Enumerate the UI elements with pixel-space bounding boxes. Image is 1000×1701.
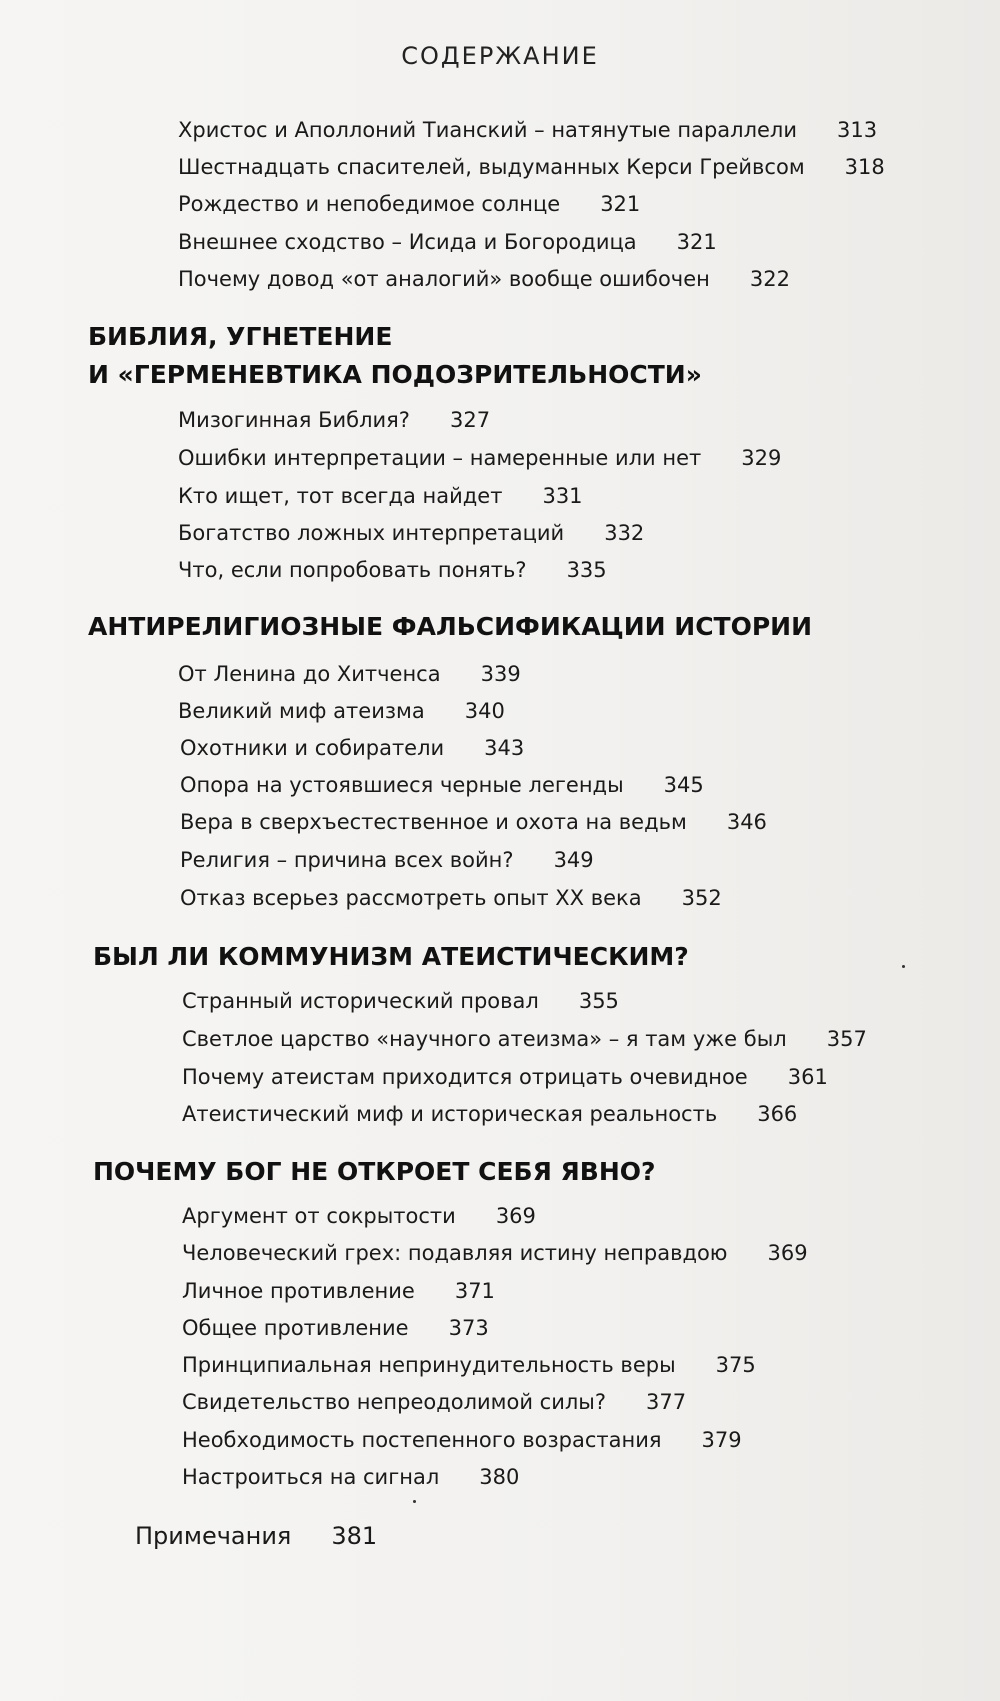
section-heading: АНТИРЕЛИГИОЗНЫЕ ФАЛЬСИФИКАЦИИ ИСТОРИИ [88,612,813,641]
print-speck [413,1500,416,1503]
toc-entry-page: 352 [681,886,722,910]
toc-entry-title: Свидетельство непреодолимой силы? [182,1390,607,1414]
toc-entry [178,664,521,685]
toc-entry [182,1029,867,1050]
toc-entry-page: 373 [448,1316,489,1340]
toc-entry [182,1243,808,1264]
print-speck [902,965,905,968]
toc-entry-title: От Ленина до Хитченса [178,662,441,686]
toc-entry-title: Необходимость постепенного возрастания [182,1428,662,1452]
toc-entry-title: Почему довод «от аналогий» вообще ошибочен [178,267,710,291]
toc-entry-title: Мизогинная Библия? [178,408,410,432]
section-heading-line: И «ГЕРМЕНЕВТИКА ПОДОЗРИТЕЛЬНОСТИ» [88,360,702,389]
toc-entry [180,888,722,909]
toc-entry-page: 366 [757,1102,798,1126]
toc-entry-title: Великий миф атеизма [178,699,425,723]
notes-page: 381 [331,1522,378,1550]
notes-entry [135,1522,377,1550]
toc-entry-page: 321 [600,192,641,216]
toc-entry-page: 318 [844,155,885,179]
toc-entry-page: 349 [553,848,594,872]
toc-entry-title: Христос и Аполлоний Тианский – натянутые параллели [178,118,797,142]
toc-entry-page: 357 [826,1027,867,1051]
toc-entry [182,1281,495,1302]
toc-entry-page: 369 [495,1204,536,1228]
section-heading-line: БИБЛИЯ, УГНЕТЕНИЕ [88,322,393,351]
toc-entry-page: 375 [715,1353,756,1377]
toc-entry [178,157,885,178]
toc-entry-page: 313 [837,118,878,142]
running-head: СОДЕРЖАНИЕ [401,42,599,70]
toc-entry-title: Общее противление [182,1316,409,1340]
toc-entry [182,1467,519,1488]
toc-entry-title: Человеческий грех: подавляя истину неправдою [182,1241,728,1265]
toc-entry-page: 346 [726,810,767,834]
toc-entry-title: Рождество и непобедимое солнце [178,192,561,216]
toc-entry [182,1206,536,1227]
toc-entry-page: 321 [676,230,717,254]
toc-entry-page: 335 [566,558,607,582]
toc-entry-title: Почему атеистам приходится отрицать очевидное [182,1065,748,1089]
toc-entry [178,269,790,290]
toc-entry-title: Атеистический миф и историческая реальность [182,1102,718,1126]
toc-entry-page: 369 [767,1241,808,1265]
section-heading [88,318,702,394]
toc-entry [180,738,524,759]
toc-entry-title: Светлое царство «научного атеизма» – я там уже был [182,1027,787,1051]
toc-entry-page: 331 [542,484,583,508]
toc-entry-page: 343 [484,736,525,760]
toc-entry-title: Настроиться на сигнал [182,1465,440,1489]
toc-entry-title: Опора на устоявшиеся черные легенды [180,773,624,797]
toc-entry-title: Богатство ложных интерпретаций [178,521,565,545]
toc-entry [182,1067,828,1088]
toc-entry-page: 371 [454,1279,495,1303]
toc-entry-title: Шестнадцать спасителей, выдуманных Керси Грейвсом [178,155,805,179]
toc-entry [178,194,640,215]
toc-entry-page: 355 [578,989,619,1013]
toc-entry [180,812,767,833]
toc-entry [182,991,619,1012]
toc-entry-title: Религия – причина всех войн? [180,848,514,872]
toc-entry [178,232,717,253]
toc-entry-page: 329 [741,446,782,470]
toc-entry [178,448,781,469]
toc-entry-title: Кто ищет, тот всегда найдет [178,484,503,508]
toc-entry [178,120,877,141]
toc-entry [182,1104,797,1125]
toc-entry-title: Принципиальная непринудительность веры [182,1353,676,1377]
toc-entry [180,850,594,871]
toc-entry-title: Что, если попробовать понять? [178,558,527,582]
notes-title: Примечания [135,1522,292,1550]
toc-entry-page: 340 [464,699,505,723]
toc-entry [178,523,644,544]
toc-entry-title: Ошибки интерпретации – намеренные или нет [178,446,702,470]
toc-entry [180,775,704,796]
toc-entry [182,1318,489,1339]
toc-entry-title: Вера в сверхъестественное и охота на ведьм [180,810,687,834]
toc-entry-title: Охотники и собиратели [180,736,445,760]
toc-entry-page: 345 [663,773,704,797]
toc-entry-page: 332 [604,521,645,545]
toc-entry [182,1430,742,1451]
toc-entry-page: 361 [787,1065,828,1089]
toc-entry [178,701,505,722]
toc-entry-title: Внешнее сходство – Исида и Богородица [178,230,637,254]
toc-entry [182,1392,686,1413]
toc-entry-title: Странный исторический провал [182,989,539,1013]
toc-entry-title: Личное противление [182,1279,415,1303]
toc-entry [178,560,607,581]
toc-entry-page: 380 [479,1465,520,1489]
toc-entry-title: Отказ всерьез рассмотреть опыт XX века [180,886,642,910]
toc-entry-page: 339 [480,662,521,686]
toc-entry [182,1355,756,1376]
toc-entry-page: 327 [449,408,491,432]
toc-entry-page: 322 [749,267,790,291]
section-heading: БЫЛ ЛИ КОММУНИЗМ АТЕИСТИЧЕСКИМ? [93,942,689,971]
toc-entry [178,410,490,431]
section-heading: ПОЧЕМУ БОГ НЕ ОТКРОЕТ СЕБЯ ЯВНО? [93,1157,656,1186]
toc-entry [178,486,583,507]
toc-entry-page: 379 [701,1428,742,1452]
toc-entry-title: Аргумент от сокрытости [182,1204,456,1228]
toc-entry-page: 377 [646,1390,687,1414]
